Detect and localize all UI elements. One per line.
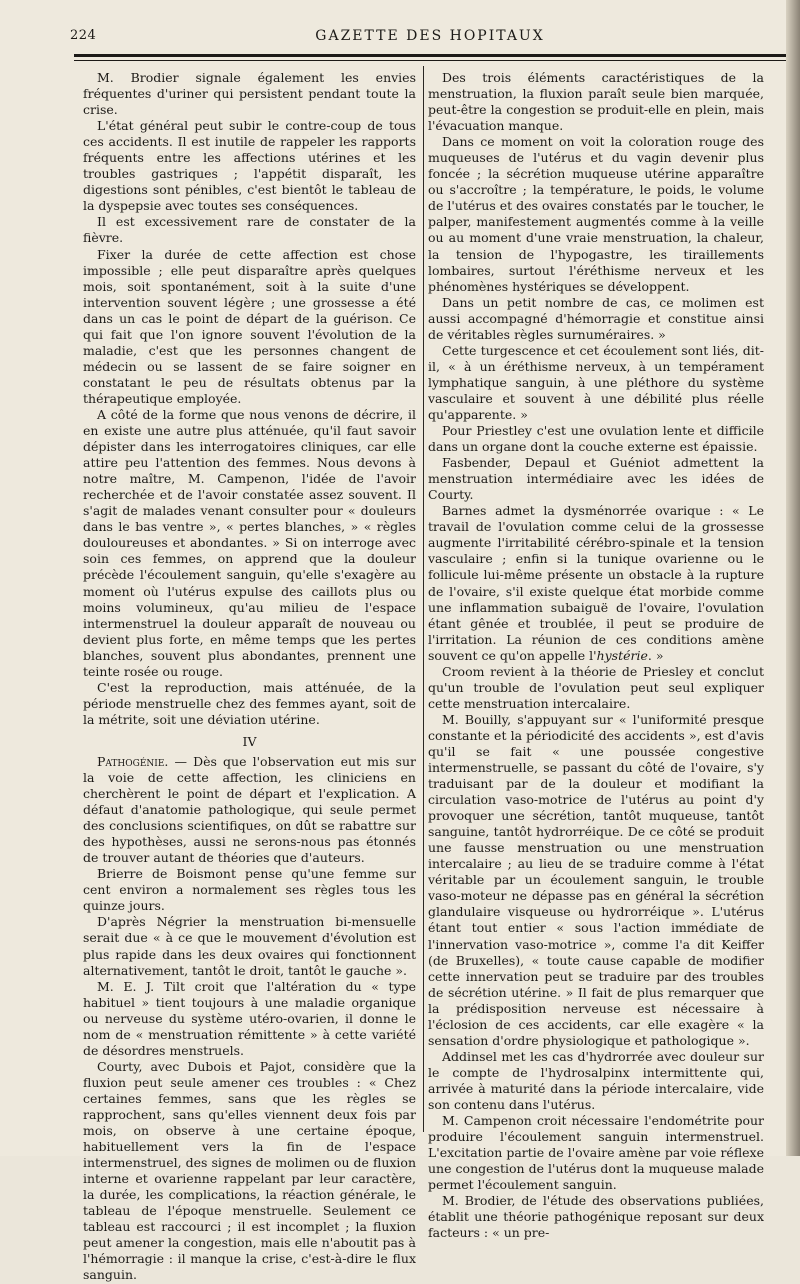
- paragraph: M. E. J. Tilt croit que l'altération du « type habituel » tient toujours à une maladie organique ou nerveuse du système utéro-ovarien, il donne le nom de « menstruation rémittente » à cette variété de désordres menstruels.: [83, 978, 416, 1058]
- paragraph: Croom revient à la théorie de Priesley et conclut qu'un trouble de l'ovulation peut seul expliquer cette menstruation intercalaire.: [428, 663, 764, 711]
- left-column: [83, 70, 416, 1283]
- paragraph: Dans un petit nombre de cas, ce molimen est aussi accompagné d'hémorragie et constitue ainsi de véritables règles surnuméraires. »: [428, 294, 764, 342]
- italic-term: hystérie: [596, 647, 648, 663]
- header-rule-thick: [74, 54, 786, 57]
- paragraph-text: . »: [647, 647, 664, 663]
- paragraph-barnes: [428, 503, 764, 663]
- page-header: [70, 28, 790, 52]
- paragraph: Addinsel met les cas d'hydrorrée avec douleur sur le compte de l'hydrosalpinx intermittente qui, arrivée à maturité dans la période intercalaire, vide son contenu dans l'utérus.: [428, 1048, 764, 1112]
- paragraph: L'état général peut subir le contre-coup de tous ces accidents. Il est inutile de rappeler les rapports fréquents entre les affections utérines et les troubles gastriques ; l'appétit disparaît, les digestions sont pénibles, c'est bientôt le tableau de la dyspepsie avec toutes ses conséquences.: [83, 118, 416, 214]
- paragraph: M. Brodier, de l'étude des observations publiées, établit une théorie pathogénique reposant sur deux facteurs : « un pre-: [428, 1193, 764, 1241]
- paragraph: M. Campenon croit nécessaire l'endométrite pour produire l'écoulement sanguin intermenstruel. L'excitation partie de l'ovaire amène par voie réflexe une congestion de l'utérus dont la muqueuse malade permet l'écoulement sanguin.: [428, 1113, 764, 1193]
- paragraph: Cette turgescence et cet écoulement sont liés, dit-il, « à un éréthisme nerveux, à un tempérament lymphatique sanguin, à une pléthore du système vasculaire et souvent à une débilité plus réelle qu'apparente. »: [428, 342, 764, 422]
- paragraph: Courty, avec Dubois et Pajot, considère que la fluxion peut seule amener ces troubles : « Chez certaines femmes, sans que les règles se rapprochent, sans qu'elles viennent deux fois par mois, on observe à une certaine époque, habituellement vers la fin de l'espace intermenstruel, des signes de molimen ou de fluxion interne et ovarienne rappelant par leur caractère, la durée, les complications, la réaction générale, le tableau de l'époque menstruelle. Seulement ce tableau est raccourci ; il est incomplet ; la fluxion peut amener la congestion, mais elle n'aboutit pas à l'hémorragie : il manque la crise, c'est-à-dire le flux sanguin.: [83, 1058, 416, 1283]
- paragraph: Dans ce moment on voit la coloration rouge des muqueuses de l'utérus et du vagin devenir plus foncée ; la sécrétion muqueuse utérine apparaître ou s'accroître ; la température, le poids, le volume de l'utérus et des ovaires constatés par le toucher, le palper, manifestement augmentés comme à la veille ou au moment d'une vraie menstruation, la chaleur, la tension de l'hypogastre, les tiraillements lombaires, surtout l'éréthisme nerveux et les phénomènes hystériques se développent.: [428, 134, 764, 294]
- paragraph: A côté de la forme que nous venons de décrire, il en existe une autre plus atténuée, qu'il faut savoir dépister dans les interrogatoires cliniques, car elle attire peu l'attention des femmes. Nous devons à notre maître, M. Campenon, l'idée de l'avoir recherchée et de l'avoir constatée assez souvent. Il s'agit de malades venant consulter pour « douleurs dans le bas ventre », « pertes blanches, » « règles douloureuses et abondantes. » Si on interroge avec soin ces femmes, on apprend que la douleur précède l'écoulement sanguin, qu'elle s'exagère au moment où l'utérus expulse des caillots plus ou moins volumineux, qu'au milieu de l'espace intermenstruel la douleur apparaît de nouveau ou devient plus forte, en même temps que les pertes blanches, souvent plus abondantes, prennent une teinte rosée ou rouge.: [83, 406, 416, 679]
- paragraph: C'est la reproduction, mais atténuée, de la période menstruelle chez des femmes ayant, soit de la métrite, soit une déviation utérine.: [83, 679, 416, 727]
- paragraph: Des trois éléments caractéristiques de la menstruation, la fluxion paraît seule bien marquée, peut-être la congestion se produit-elle en plein, mais l'évacuation manque.: [428, 70, 764, 134]
- paragraph: M. Bouilly, s'appuyant sur « l'uniformité presque constante et la périodicité des accidents », est d'avis qu'il se fait « une poussée congestive intermenstruelle, se passant du côté de l'ovaire, s'y traduisant par de la douleur et modifiant la circulation vaso-motrice de l'utérus au point d'y provoquer une sécrétion, tantôt muqueuse, tantôt sanguine, tantôt hydrorréique. De ce côté se produit une fausse menstruation ou une menstruation intercalaire ; au lieu de se traduire comme à l'état véritable par un écoulement sanguin, le trouble vaso-moteur ne dépasse pas en général la sécrétion glandulaire visqueuse ou hydrorréique ». L'utérus étant tout entier « sous l'action immédiate de l'innervation vaso-motrice », comme l'a dit Keiffer (de Bruxelles), « toute cause capable de modifier cette innervation peut se traduire par des troubles de sécrétion utérine. » Il fait de plus remarquer que la prédisposition nerveuse est nécessaire à l'éclosion de ces accidents, car elle exagère « la sensation d'ordre physiologique et pathologique ».: [428, 711, 764, 1048]
- journal-title: GAZETTE DES HOPITAUX: [315, 28, 545, 44]
- paragraph: Brierre de Boismont pense qu'une femme sur cent environ a normalement ses règles tous les quinze jours.: [83, 866, 416, 914]
- paragraph: M. Brodier signale également les envies fréquentes d'uriner qui persistent pendant toute la crise.: [83, 70, 416, 118]
- paragraph-pathogenie: [83, 754, 416, 866]
- paragraph: Fasbender, Depaul et Guéniot admettent la menstruation intermédiaire avec les idées de Courty.: [428, 455, 764, 503]
- page-edge-shadow: [786, 0, 800, 1156]
- paragraph-text: — Dès que l'observation eut mis sur la voie de cette affection, les cliniciens en cherchèrent le point de départ et l'explication. A défaut d'anatomie pathologique, qui seule permet des conclusions scientifiques, on dût se rabattre sur des hypothèses, aussi ne serons-nous pas étonnés de trouver autant de théories que d'auteurs.: [83, 753, 416, 866]
- header-rule-thin: [74, 60, 786, 61]
- section-number: IV: [242, 733, 257, 749]
- paragraph: Pour Priestley c'est une ovulation lente et difficile dans un organe dont la couche externe est épaissie.: [428, 423, 764, 455]
- paragraph: D'après Négrier la menstruation bi-mensuelle serait due « à ce que le mouvement d'évolution est plus rapide dans les deux ovaires qui fonctionnent alternativement, tantôt le droit, tantôt le gauche ».: [83, 914, 416, 978]
- paragraph: Fixer la durée de cette affection est chose impossible ; elle peut disparaître après quelques mois, soit spontanément, soit à la suite d'une intervention souvent légère ; une grossesse a été dans un cas le point de départ de la guérison. Ce qui fait que l'on ignore souvent l'évolution de la maladie, c'est que les personnes changent de médecin ou se lassent de se faire soigner en constatant le peu de résultats obtenus par la thérapeutique employée.: [83, 246, 416, 406]
- paragraph-text: Barnes admet la dysménorrée ovarique : « Le travail de l'ovulation comme celui de la grossesse augmente l'irritabilité cérébro-spinale et la tension vasculaire ; enfin si la tunique ovarienne ou le follicule lui-même présente un obstacle à la rupture de l'ovaire, s'il existe quelque état morbide comme une inflammation subaiguë de l'ovaire, l'ovulation étant gênée et troublée, il peut se produire de l'irritation. La réunion de ces conditions amène souvent ce qu'on appelle l': [428, 503, 764, 663]
- paragraph: Il est excessivement rare de constater de la fièvre.: [83, 214, 416, 246]
- page-number: 224: [70, 28, 97, 43]
- section-heading: Pathogénie.: [97, 753, 169, 769]
- column-divider: [423, 66, 424, 1132]
- right-column: [428, 70, 764, 1241]
